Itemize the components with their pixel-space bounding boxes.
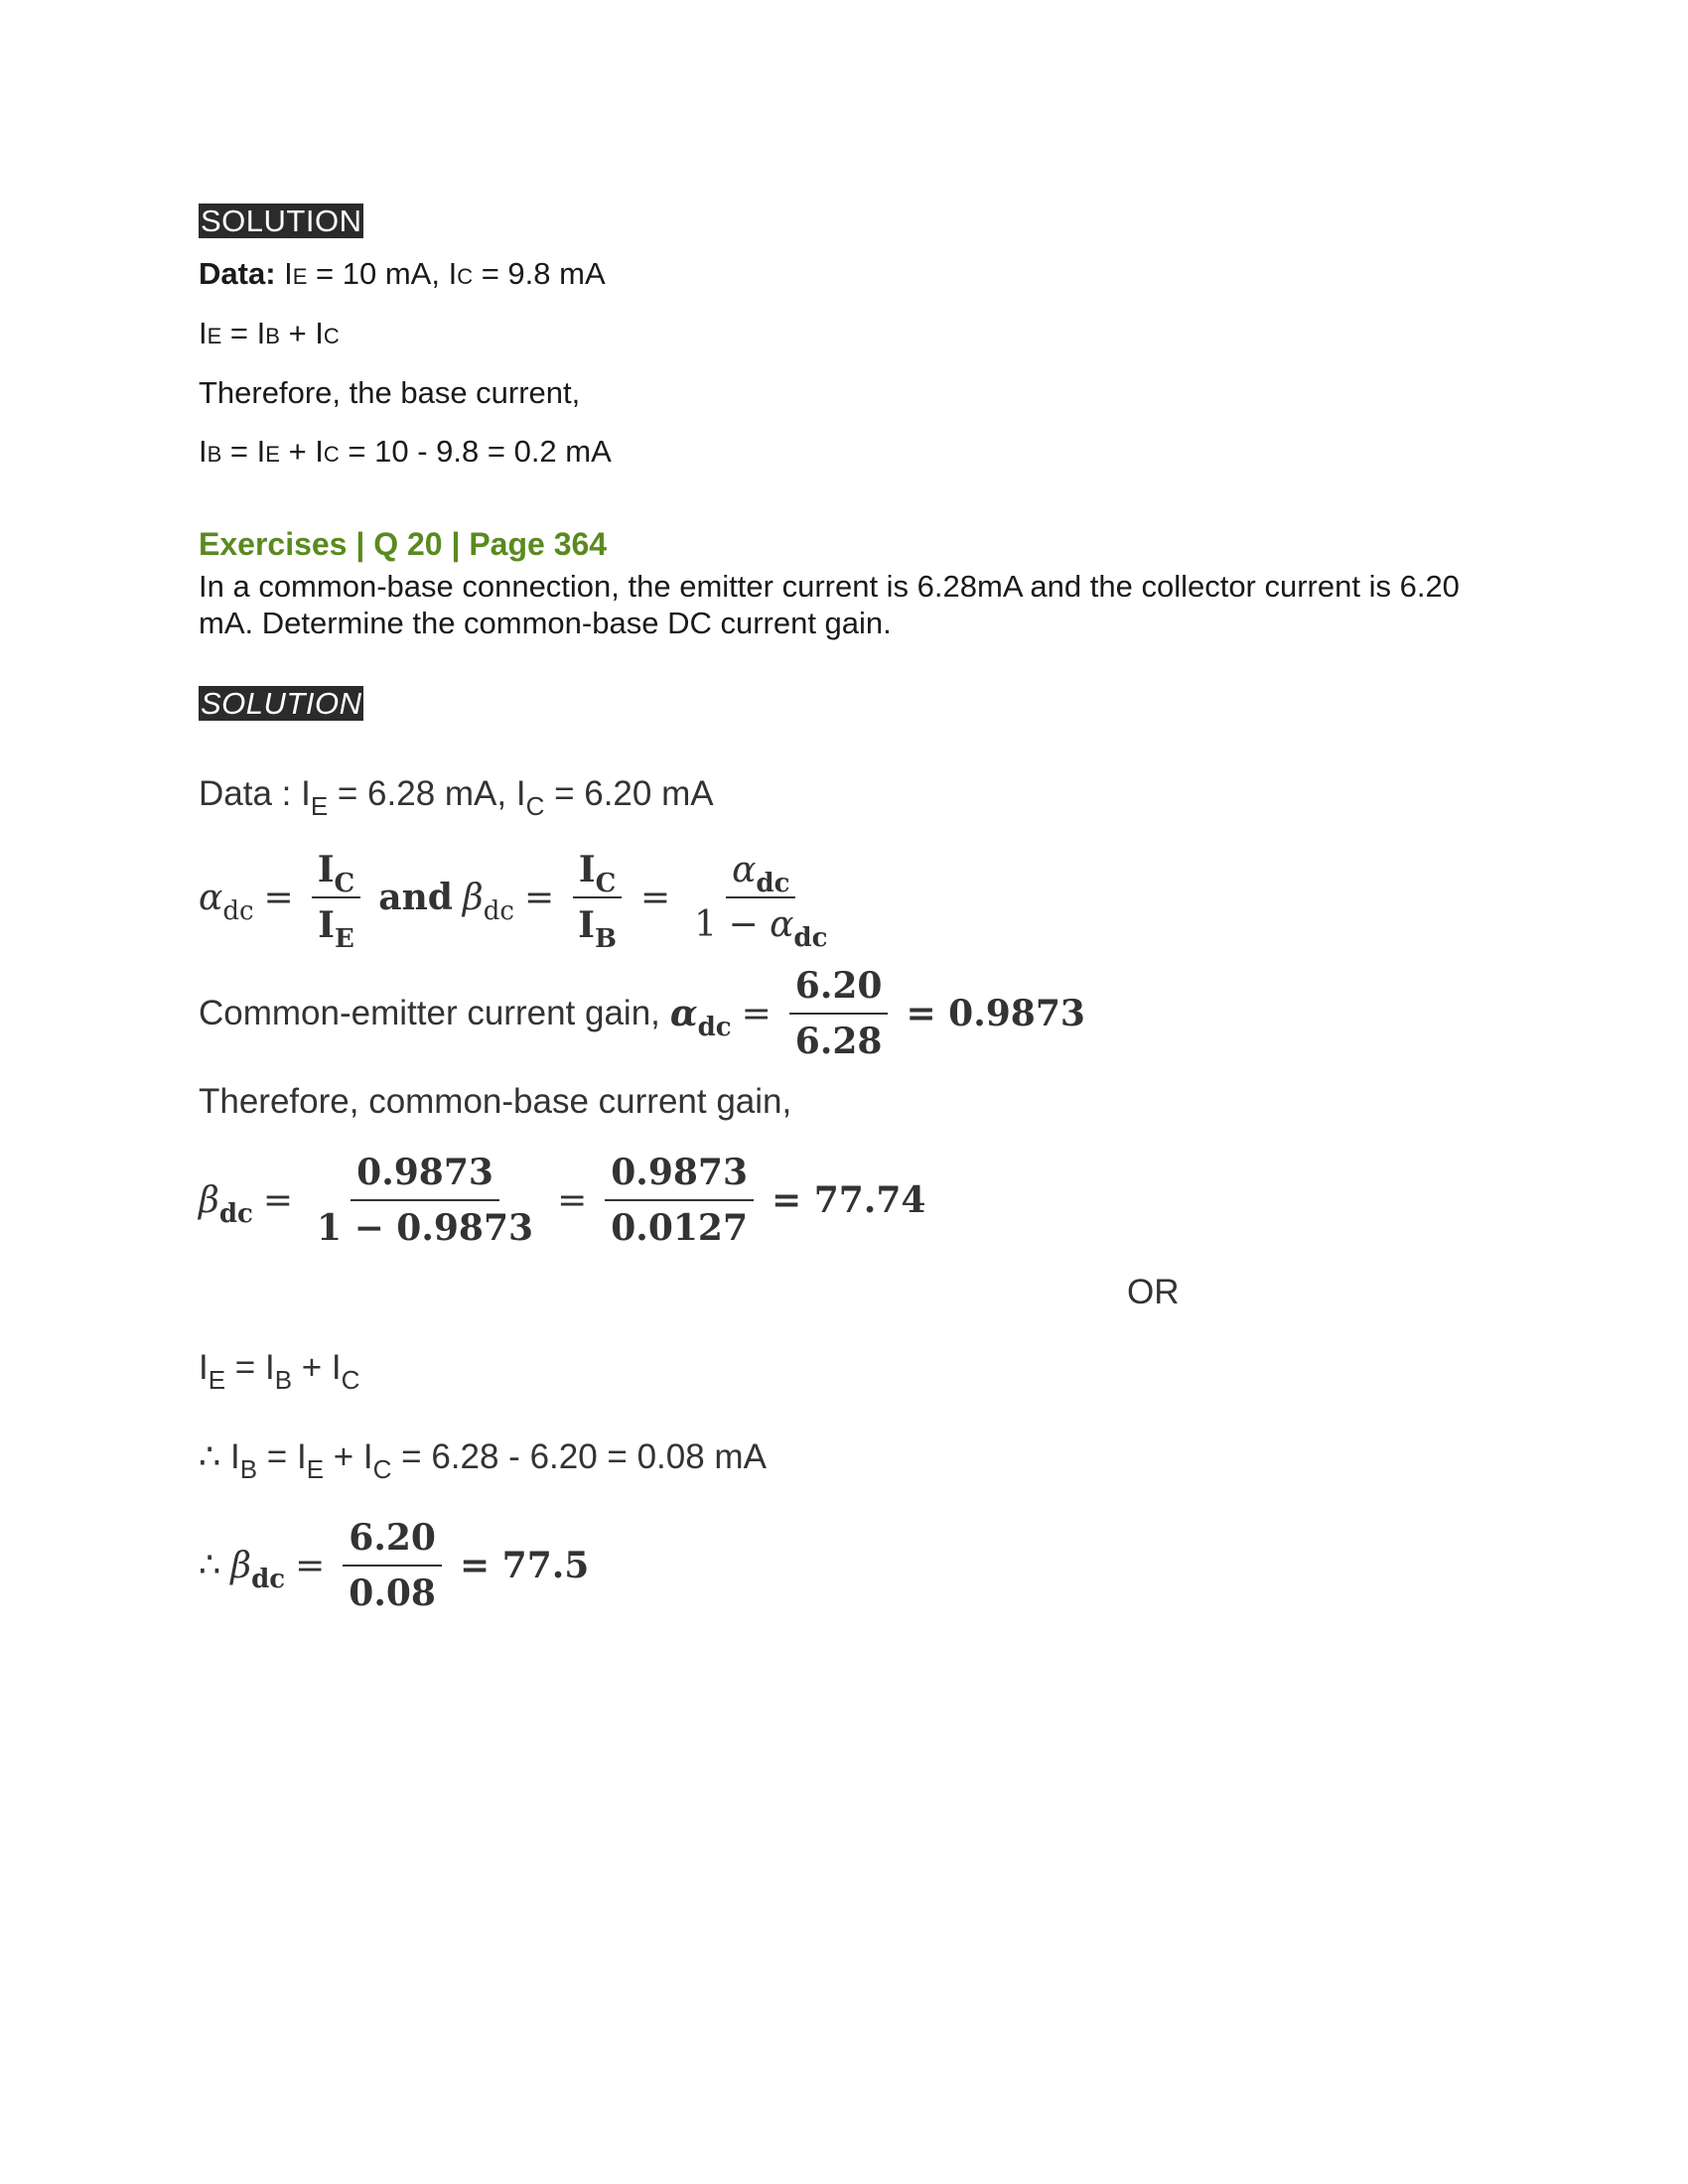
fraction-ic-ie xyxy=(312,849,361,954)
beta-symbol xyxy=(462,877,514,926)
numerator: 6.20 xyxy=(343,1517,442,1567)
text: β xyxy=(230,1545,252,1586)
equation-ie xyxy=(199,314,340,356)
subscript: C xyxy=(595,869,617,898)
equals: = xyxy=(639,877,671,918)
denominator: 0.08 xyxy=(349,1572,436,1614)
text: = I xyxy=(221,316,266,350)
text: I xyxy=(230,1437,240,1476)
numerator: 0.9873 xyxy=(351,1152,499,1201)
data-line-1 xyxy=(199,254,606,297)
or-eq-ie xyxy=(199,1348,360,1395)
fraction-beta-1 xyxy=(311,1152,539,1249)
subscript: E xyxy=(334,924,354,954)
text: = 6.28 - 6.20 = 0.08 mA xyxy=(391,1437,767,1476)
therefore-symbol: ∴ xyxy=(199,1546,221,1584)
or-eq-ib xyxy=(199,1437,767,1484)
equals: = xyxy=(262,1179,293,1221)
result: = 77.5 xyxy=(459,1545,590,1586)
text: I xyxy=(578,849,596,890)
text: = 10 - 9.8 = 0.2 mA xyxy=(339,434,612,469)
subscript: C xyxy=(323,442,340,467)
text: α xyxy=(732,850,757,890)
text: = I xyxy=(257,1437,307,1476)
or-separator: OR xyxy=(1127,1273,1180,1311)
text: = I xyxy=(225,1348,275,1387)
text: + I xyxy=(292,1348,342,1387)
result: = 0.9873 xyxy=(906,993,1085,1034)
equals: = xyxy=(523,877,555,918)
subscript: B xyxy=(239,1454,258,1484)
text: I xyxy=(318,904,335,946)
subscript: E xyxy=(292,264,308,289)
subscript: E xyxy=(306,1454,325,1484)
therefore-line: Therefore, the base current, xyxy=(199,375,581,410)
denominator: 0.0127 xyxy=(611,1207,749,1249)
text: I xyxy=(275,256,293,291)
subscript: E xyxy=(207,324,222,348)
subscript: B xyxy=(594,924,617,954)
subscript: dc xyxy=(222,895,254,926)
text: I xyxy=(199,1348,209,1387)
fraction-620-008 xyxy=(343,1517,442,1614)
formula-definitions xyxy=(199,849,841,954)
alpha-symbol xyxy=(199,877,254,926)
numerator: 0.9873 xyxy=(605,1152,754,1201)
equals: = xyxy=(557,1179,588,1221)
result: = 77.74 xyxy=(772,1179,926,1221)
text: + I xyxy=(279,434,324,469)
text: = 6.28 mA, I xyxy=(328,774,526,813)
text: = 10 mA, I xyxy=(307,256,458,291)
subscript: C xyxy=(323,324,340,348)
exercise-heading: Exercises | Q 20 | Page 364 xyxy=(199,526,608,562)
subscript: B xyxy=(207,442,222,467)
text: I xyxy=(317,849,335,890)
text: + I xyxy=(279,316,324,350)
therefore-symbol: ∴ xyxy=(199,1437,230,1476)
text: = 9.8 mA xyxy=(473,256,606,291)
text: β xyxy=(462,877,484,918)
formula-beta-value xyxy=(199,1152,925,1249)
subscript: E xyxy=(310,791,329,821)
subscript: dc xyxy=(756,869,790,898)
fraction-alpha xyxy=(688,850,833,953)
denominator: 1 − 0.9873 xyxy=(317,1207,534,1249)
solution-badge-label: SOLUTION xyxy=(201,686,362,721)
text: = I xyxy=(221,434,266,469)
subscript: dc xyxy=(218,1198,253,1229)
text: I xyxy=(199,434,208,469)
subscript: C xyxy=(334,869,355,898)
subscript: B xyxy=(274,1365,293,1395)
denominator: 6.28 xyxy=(794,1021,883,1062)
equals: = xyxy=(741,993,772,1034)
data-line-2 xyxy=(199,774,714,821)
fraction-beta-2 xyxy=(605,1152,754,1249)
text: Common-emitter current gain, xyxy=(199,994,660,1032)
text: 1 − xyxy=(694,904,771,945)
text: α xyxy=(199,877,223,918)
subscript: C xyxy=(457,264,474,289)
text: I xyxy=(578,904,595,946)
text: α xyxy=(770,904,794,945)
formula-alpha-value xyxy=(199,965,1085,1062)
text: = 6.20 mA xyxy=(544,774,714,813)
subscript: C xyxy=(372,1454,392,1484)
numerator: 6.20 xyxy=(789,965,889,1015)
subscript: E xyxy=(208,1365,226,1395)
or-beta-value xyxy=(199,1517,589,1614)
beta-symbol xyxy=(199,1179,253,1229)
text: β xyxy=(199,1179,219,1221)
alpha-symbol xyxy=(669,993,732,1042)
solution-badge-label: SOLUTION xyxy=(201,204,362,238)
and-word: and xyxy=(378,877,453,918)
subscript: dc xyxy=(793,923,828,953)
subscript: C xyxy=(525,791,545,821)
fraction-620-628 xyxy=(789,965,889,1062)
equals: = xyxy=(263,877,294,918)
text: I xyxy=(199,316,208,350)
fraction-ic-ib xyxy=(572,849,623,954)
subscript: E xyxy=(265,442,280,467)
subscript: dc xyxy=(251,1564,286,1594)
text: Data : I xyxy=(199,774,311,813)
equation-ib xyxy=(199,432,612,475)
solution-badge-2 xyxy=(199,685,363,723)
subscript: dc xyxy=(483,895,514,926)
text: + I xyxy=(324,1437,373,1476)
data-label: Data: xyxy=(199,256,276,291)
subscript: B xyxy=(265,324,280,348)
text: α xyxy=(669,993,698,1034)
solution-badge-1 xyxy=(199,203,363,240)
question-text: In a common-base connection, the emitter current is 6.28mA and the collector current is 6.20 mA. Determine the common-base DC current gain. xyxy=(199,569,1460,640)
subscript: C xyxy=(341,1365,360,1395)
equals: = xyxy=(295,1545,326,1586)
therefore-cb-line: Therefore, common-base current gain, xyxy=(199,1082,792,1121)
subscript: dc xyxy=(697,1013,732,1042)
beta-symbol xyxy=(230,1545,286,1594)
